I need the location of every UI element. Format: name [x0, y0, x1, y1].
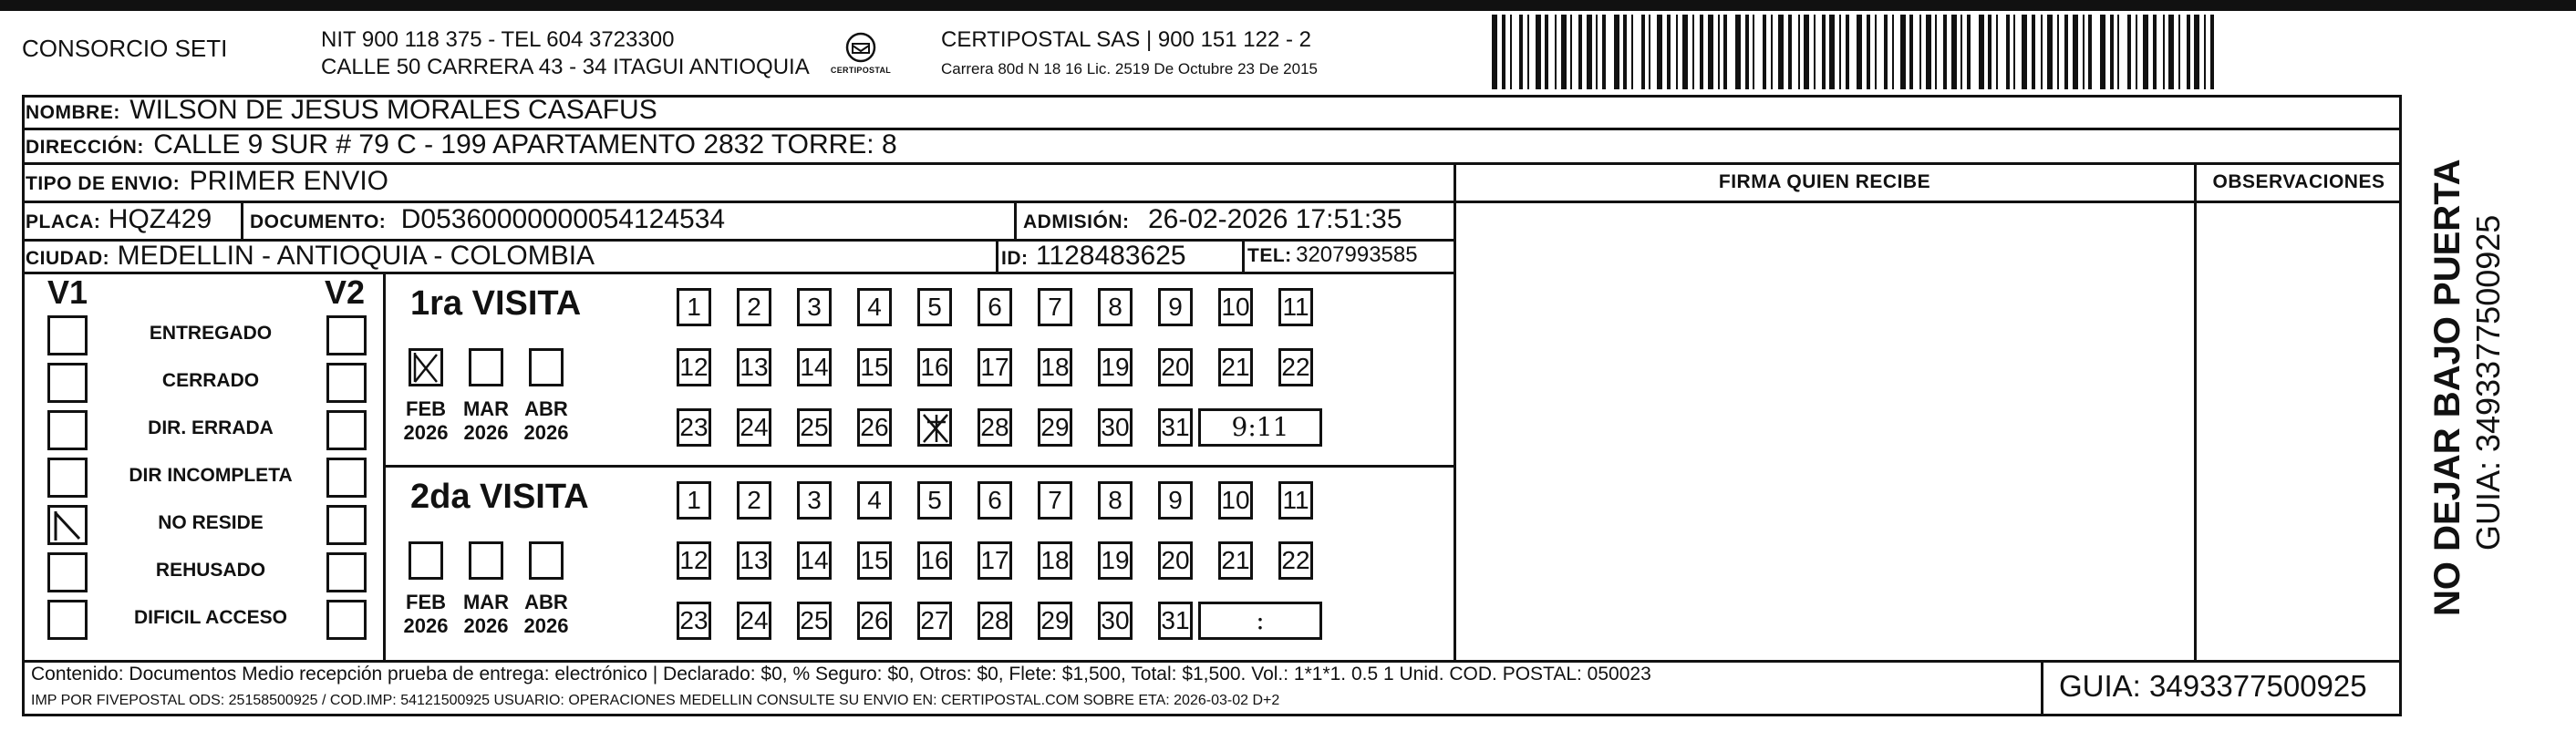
barcode-bar — [1718, 15, 1720, 89]
v2-checkbox[interactable] — [326, 600, 367, 640]
firma-quien-recibe-label: FIRMA QUIEN RECIBE — [1718, 171, 1931, 192]
day-checkbox[interactable]: 25 — [797, 602, 832, 640]
direccion-label: DIRECCIÓN: — [26, 137, 144, 158]
barcode-bar — [1519, 15, 1523, 89]
month-checkbox[interactable] — [409, 348, 443, 386]
visit-title: 2da VISITA — [410, 478, 589, 516]
time-field[interactable]: : — [1198, 602, 1322, 640]
v2-label: V2 — [325, 273, 366, 311]
col-divider — [1242, 239, 1245, 272]
day-checkbox[interactable]: 7 — [1038, 288, 1072, 326]
barcode-bar — [2022, 15, 2027, 89]
v1-checkbox[interactable] — [47, 363, 88, 403]
ciudad-value: MEDELLIN - ANTIOQUIA - COLOMBIA — [117, 241, 595, 271]
shipment-barcode — [1492, 15, 2221, 89]
day-checkbox[interactable]: 30 — [1098, 602, 1133, 640]
barcode-bar — [2073, 15, 2078, 89]
company-name: CONSORCIO SETI — [22, 35, 228, 62]
barcode-bar — [1763, 15, 1766, 89]
barcode-bar — [1778, 15, 1784, 89]
guia-box: GUIA: 3493377500925 — [2059, 669, 2367, 703]
v1-checkbox[interactable] — [47, 505, 88, 545]
contenido-line: Contenido: Documentos Medio recepción prueba de entrega: electrónico | Declarado: $0, % Seguro: $0, Otros: $0, Flete: $1,500, Total: $1,500. Vol.: 1*1*1. 0.5 1 Unid. COD. POSTAL: 050023 — [31, 664, 1651, 685]
barcode-bar — [1502, 15, 1505, 89]
barcode-bar — [2047, 15, 2053, 89]
status-reason-label: DIR INCOMPLETA — [129, 465, 293, 486]
year-label: 2026 — [403, 421, 449, 444]
nombre-row — [26, 95, 657, 129]
day-checkbox[interactable]: 13 — [737, 348, 771, 386]
day-checkbox[interactable]: 6 — [978, 481, 1012, 520]
barcode-bar — [2178, 15, 2180, 89]
day-checkbox[interactable]: 27 — [917, 602, 952, 640]
month-year-label — [459, 591, 513, 638]
row-divider — [22, 272, 1455, 274]
day-checkbox[interactable]: 29 — [1038, 408, 1072, 447]
month-label: ABR — [524, 591, 568, 613]
day-checkbox[interactable]: 21 — [1218, 348, 1253, 386]
day-checkbox[interactable]: 2 — [737, 288, 771, 326]
barcode-bar — [1570, 15, 1572, 89]
footer-bottom-line — [22, 714, 2402, 716]
visit-divider — [383, 465, 1455, 468]
day-checkbox[interactable]: 30 — [1098, 408, 1133, 447]
barcode-bar — [1700, 15, 1703, 89]
barcode-bar — [1676, 15, 1678, 89]
month-label: FEB — [406, 591, 446, 613]
barcode-bar — [1587, 15, 1592, 89]
barcode-bar — [1951, 15, 1957, 89]
observaciones-label: OBSERVACIONES — [2212, 171, 2385, 192]
placa-row — [26, 204, 212, 235]
time-field[interactable]: 9:11 — [1198, 408, 1322, 447]
day-checkbox[interactable]: 26 — [857, 602, 892, 640]
year-label: 2026 — [403, 614, 449, 637]
day-checkbox[interactable]: 18 — [1038, 541, 1072, 580]
v2-checkbox[interactable] — [326, 363, 367, 403]
month-year-label — [459, 397, 513, 445]
barcode-bar — [1900, 15, 1906, 89]
day-checkbox[interactable]: 24 — [737, 408, 771, 447]
day-checkbox[interactable]: 14 — [797, 348, 832, 386]
v2-checkbox[interactable] — [326, 552, 367, 592]
barcode-bar — [2210, 15, 2214, 89]
month-label: MAR — [462, 397, 510, 420]
admision-row — [1023, 204, 1402, 235]
guia-divider — [2041, 660, 2043, 716]
month-checkbox[interactable] — [529, 541, 564, 580]
id-value: 1128483625 — [1035, 241, 1186, 271]
barcode-bar — [2153, 15, 2157, 89]
barcode-bar — [1926, 15, 1931, 89]
v1-checkbox[interactable] — [47, 315, 88, 355]
day-checkbox[interactable]: 2 — [737, 481, 771, 520]
col-divider — [1014, 201, 1017, 239]
day-checkbox[interactable]: 31 — [1158, 602, 1193, 640]
day-checkbox[interactable]: 17 — [978, 348, 1012, 386]
documento-label: DOCUMENTO: — [250, 211, 387, 232]
day-checkbox[interactable]: 17 — [978, 541, 1012, 580]
direccion-value: CALLE 9 SUR # 79 C - 199 APARTAMENTO 2832 TORRE: 8 — [153, 129, 897, 160]
barcode-bar — [1988, 15, 1991, 89]
side-guia: GUIA: 3493377500925 — [2469, 214, 2507, 551]
barcode-bar — [1657, 15, 1662, 89]
barcode-bar — [2100, 15, 2105, 89]
day-checkbox[interactable]: 5 — [917, 481, 952, 520]
barcode-bar — [1555, 15, 1557, 89]
barcode-bar — [2064, 15, 2068, 89]
tel-row — [1247, 242, 1418, 268]
v2-checkbox[interactable] — [326, 505, 367, 545]
day-checkbox[interactable]: 28 — [978, 602, 1012, 640]
barcode-bar — [1623, 15, 1627, 89]
day-checkbox[interactable]: 21 — [1218, 541, 1253, 580]
status-reason-label: CERRADO — [161, 370, 260, 391]
day-checkbox[interactable]: 25 — [797, 408, 832, 447]
v2-checkbox[interactable] — [326, 458, 367, 498]
day-checkbox[interactable]: 10 — [1218, 288, 1253, 326]
day-checkbox[interactable]: 9 — [1158, 481, 1193, 520]
day-checkbox[interactable]: 3 — [797, 481, 832, 520]
barcode-bar — [1839, 15, 1841, 89]
barcode-bar — [2041, 15, 2043, 89]
barcode-bar — [1875, 15, 1877, 89]
barcode-bar — [1960, 15, 1962, 89]
barcode-bar — [1667, 15, 1671, 89]
month-year-label — [398, 397, 453, 445]
v2-checkbox[interactable] — [326, 410, 367, 450]
ciudad-row — [26, 241, 595, 272]
id-row — [1001, 241, 1186, 272]
month-checkbox[interactable] — [409, 541, 443, 580]
barcode-bar — [1892, 15, 1894, 89]
barcode-bar — [1649, 15, 1650, 89]
barcode-bar — [1602, 15, 1606, 89]
month-label: MAR — [462, 591, 510, 613]
day-checkbox[interactable]: 11 — [1278, 288, 1313, 326]
day-checkbox[interactable]: 9 — [1158, 288, 1193, 326]
v2-checkbox[interactable] — [326, 315, 367, 355]
barcode-bar — [1536, 15, 1541, 89]
day-checkbox[interactable]: 14 — [797, 541, 832, 580]
imp-line: IMP POR FIVEPOSTAL ODS: 25158500925 / COD.IMP: 54121500925 USUARIO: OPERACIONES MEDELLIN CONSULTE SU ENVIO EN: CERTIPOSTAL.COM SOBRE ETA: 2026-03-02 D+2 — [31, 693, 1280, 708]
day-checkbox[interactable]: 13 — [737, 541, 771, 580]
v1-label: V1 — [47, 273, 88, 311]
nit-line: NIT 900 118 375 - TEL 604 3723300 — [321, 27, 675, 52]
col-divider — [2194, 162, 2197, 662]
month-year-label — [519, 397, 574, 445]
day-checkbox[interactable]: 31 — [1158, 408, 1193, 447]
barcode-bar — [1935, 15, 1937, 89]
barcode-bar — [1919, 15, 1921, 89]
barcode-bar — [1884, 15, 1888, 89]
barcode-bar — [2187, 15, 2190, 89]
day-checkbox[interactable]: 22 — [1278, 348, 1313, 386]
v1-checkbox[interactable] — [47, 552, 88, 592]
barcode-bar — [1909, 15, 1913, 89]
barcode-bar — [2057, 15, 2059, 89]
barcode-bar — [1561, 15, 1567, 89]
id-label: ID: — [1001, 248, 1029, 269]
day-checkbox[interactable]: 15 — [857, 541, 892, 580]
nombre-label: NOMBRE: — [26, 102, 120, 123]
courier-line: CERTIPOSTAL SAS | 900 151 122 - 2 — [941, 27, 1311, 52]
status-reason-label: DIR. ERRADA — [148, 417, 274, 438]
year-label: 2026 — [463, 614, 509, 637]
day-checkbox[interactable]: 1 — [677, 288, 711, 326]
barcode-bar — [2083, 15, 2085, 89]
year-label: 2026 — [523, 421, 569, 444]
day-checkbox[interactable]: 12 — [677, 348, 711, 386]
barcode-bar — [1723, 15, 1727, 89]
nombre-value: WILSON DE JESUS MORALES CASAFUS — [129, 95, 657, 125]
barcode-bar — [1641, 15, 1645, 89]
day-checkbox[interactable]: 23 — [677, 408, 711, 447]
barcode-bar — [2032, 15, 2035, 89]
barcode-bar — [1692, 15, 1694, 89]
status-reason-label: DIFICIL ACCESO — [133, 607, 287, 628]
day-checkbox[interactable]: 18 — [1038, 348, 1072, 386]
barcode-bar — [2013, 15, 2015, 89]
row-divider — [22, 201, 1455, 203]
month-label: ABR — [524, 397, 568, 420]
day-checkbox[interactable]: 22 — [1278, 541, 1313, 580]
admision-value: 26-02-2026 17:51:35 — [1147, 204, 1402, 234]
month-year-label — [519, 591, 574, 638]
day-checkbox[interactable]: 29 — [1038, 602, 1072, 640]
top-border-bar — [0, 0, 2576, 11]
day-checkbox[interactable]: 28 — [978, 408, 1012, 447]
tipo-envio-value: PRIMER ENVIO — [189, 166, 389, 196]
barcode-bar — [2204, 15, 2206, 89]
day-checkbox[interactable]: 4 — [857, 481, 892, 520]
barcode-bar — [1804, 15, 1809, 89]
day-checkbox[interactable]: 7 — [1038, 481, 1072, 520]
barcode-bar — [2194, 15, 2199, 89]
visit-title: 1ra VISITA — [410, 284, 582, 323]
address-line: CALLE 50 CARRERA 43 - 34 ITAGUI ANTIOQUIA — [321, 55, 810, 79]
header-underline — [1454, 201, 2402, 203]
day-checkbox[interactable]: 8 — [1098, 288, 1133, 326]
check-mark-icon — [50, 508, 85, 542]
day-checkbox[interactable]: 16 — [917, 348, 952, 386]
barcode-bar — [1510, 15, 1512, 89]
barcode-bar — [1867, 15, 1870, 89]
day-checkbox[interactable]: 19 — [1098, 541, 1133, 580]
tel-value: 3207993585 — [1296, 242, 1418, 267]
check-mark-icon — [411, 351, 440, 384]
v1-checkbox[interactable] — [47, 410, 88, 450]
barcode-bar — [2117, 15, 2119, 89]
direccion-row — [26, 129, 897, 160]
row-divider — [22, 162, 2402, 165]
day-checkbox[interactable]: 20 — [1158, 541, 1193, 580]
tipo-envio-row — [26, 166, 388, 197]
placa-label: PLACA: — [26, 211, 101, 232]
day-checkbox[interactable]: 1 — [677, 481, 711, 520]
day-checkbox[interactable]: 19 — [1098, 348, 1133, 386]
day-checkbox[interactable]: 20 — [1158, 348, 1193, 386]
day-checkbox[interactable]: 8 — [1098, 481, 1133, 520]
year-label: 2026 — [523, 614, 569, 637]
year-label: 2026 — [463, 421, 509, 444]
day-checkbox[interactable]: 15 — [857, 348, 892, 386]
barcode-bar — [1822, 15, 1826, 89]
license-line: Carrera 80d N 18 16 Lic. 2519 De Octubre 23 De 2015 — [941, 60, 1318, 77]
barcode-bar — [2168, 15, 2174, 89]
barcode-bar — [2163, 15, 2165, 89]
status-reason-label: NO RESIDE — [158, 512, 264, 533]
barcode-bar — [1492, 15, 1497, 89]
month-checkbox[interactable] — [469, 541, 503, 580]
documento-value: D05360000000054124534 — [400, 204, 726, 234]
day-checkbox[interactable]: 16 — [917, 541, 952, 580]
barcode-bar — [2110, 15, 2114, 89]
barcode-bar — [1527, 15, 1529, 89]
barcode-bar — [1943, 15, 1947, 89]
v1-checkbox[interactable] — [47, 600, 88, 640]
barcode-bar — [1753, 15, 1754, 89]
barcode-bar — [1578, 15, 1582, 89]
footer-frame-right — [2399, 660, 2402, 716]
barcode-bar — [1829, 15, 1835, 89]
barcode-bar — [2127, 15, 2131, 89]
barcode-bar — [1979, 15, 1984, 89]
footer-frame-left — [22, 660, 25, 716]
placa-value: HQZ429 — [108, 204, 212, 234]
day-checkbox[interactable]: 10 — [1218, 481, 1253, 520]
month-year-label — [398, 591, 453, 638]
no-dejar-bajo-puerta: NO DEJAR BAJO PUERTA — [2427, 159, 2467, 616]
tipo-envio-label: TIPO DE ENVIO: — [26, 173, 181, 194]
day-checkbox[interactable]: 6 — [978, 288, 1012, 326]
barcode-bar — [1545, 15, 1548, 89]
documento-row — [250, 204, 725, 235]
barcode-bar — [1996, 15, 1998, 89]
barcode-bar — [1814, 15, 1816, 89]
admision-label: ADMISIÓN: — [1023, 211, 1130, 232]
tel-label: TEL: — [1247, 245, 1292, 266]
day-checkbox[interactable]: 5 — [917, 288, 952, 326]
barcode-bar — [2136, 15, 2137, 89]
logo-text: CERTIPOSTAL — [830, 66, 892, 75]
barcode-bar — [1967, 15, 1971, 89]
footer-top-line — [22, 660, 2402, 663]
day-checkbox[interactable]: 26 — [857, 408, 892, 447]
barcode-bar — [1735, 15, 1741, 89]
barcode-bar — [1708, 15, 1713, 89]
barcode-bar — [2006, 15, 2010, 89]
month-label: FEB — [406, 397, 446, 420]
barcode-bar — [1614, 15, 1619, 89]
status-reason-label: ENTREGADO — [149, 323, 273, 344]
barcode-bar — [1788, 15, 1792, 89]
col-divider — [1454, 162, 1456, 662]
day-checkbox[interactable]: 24 — [737, 602, 771, 640]
barcode-bar — [1846, 15, 1849, 89]
barcode-bar — [1631, 15, 1633, 89]
v1-checkbox[interactable] — [47, 458, 88, 498]
month-checkbox[interactable] — [469, 348, 503, 386]
barcode-bar — [2088, 15, 2092, 89]
barcode-bar — [1745, 15, 1749, 89]
day-checkbox[interactable]: 3 — [797, 288, 832, 326]
status-reason-label: REHUSADO — [155, 560, 266, 581]
col-divider — [241, 201, 243, 239]
barcode-bar — [1857, 15, 1862, 89]
month-checkbox[interactable] — [529, 348, 564, 386]
day-checkbox[interactable] — [917, 408, 952, 447]
check-mark-icon — [920, 411, 951, 446]
day-checkbox[interactable]: 4 — [857, 288, 892, 326]
barcode-bar — [2143, 15, 2148, 89]
day-checkbox[interactable]: 12 — [677, 541, 711, 580]
ciudad-label: CIUDAD: — [26, 248, 110, 269]
day-checkbox[interactable]: 23 — [677, 602, 711, 640]
barcode-bar — [1771, 15, 1773, 89]
barcode-bar — [1798, 15, 1800, 89]
barcode-bar — [1682, 15, 1688, 89]
day-checkbox[interactable]: 11 — [1278, 481, 1313, 520]
barcode-bar — [1596, 15, 1598, 89]
col-divider — [996, 239, 998, 272]
certipostal-logo — [826, 31, 895, 82]
